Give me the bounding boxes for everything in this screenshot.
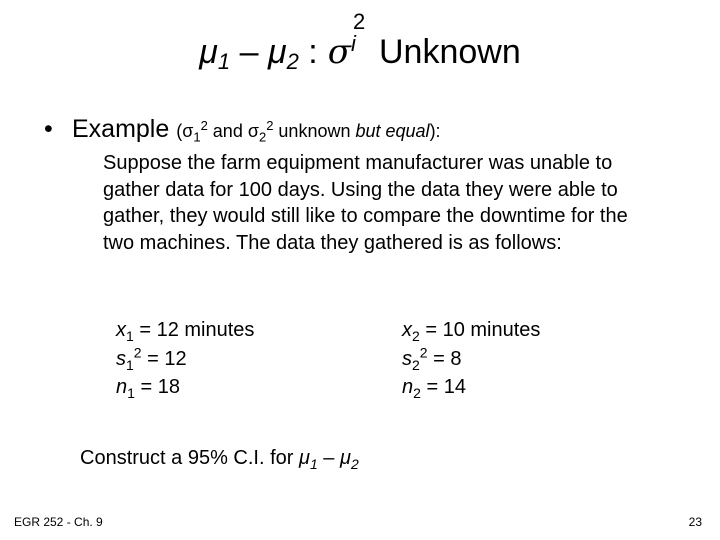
title-mu-2: μ (267, 33, 287, 71)
title-mu-1-index: 1 (217, 49, 231, 74)
construct-dash: – (317, 447, 340, 469)
construct-instruction (80, 444, 359, 472)
construct-mu-2-index: 2 (350, 456, 359, 472)
construct-mu-1: μ (298, 447, 310, 469)
sample-1-mean: $x_1 = 12$ minutes (116, 319, 255, 344)
title-colon: : (298, 33, 318, 71)
bullet-sigma-1: σ (182, 121, 194, 141)
title-sigma: σ (327, 32, 351, 72)
sample-1-values (116, 316, 254, 402)
title-dash: – (230, 33, 268, 71)
footer-course: EGR 252 - Ch. 9 (14, 515, 103, 529)
sample-1-size: $n_1 = 18$ (116, 376, 180, 401)
sample-1-variance: $s_1^2 = 12$ (116, 343, 187, 373)
title-mu-2-index: 2 (286, 49, 299, 74)
sample-2-variance: $s_2^2 = 8$ (402, 343, 462, 373)
construct-text: Construct a 95% C.I. for (80, 447, 299, 469)
bullet-open-paren: ( (176, 121, 183, 141)
construct-mu-1-index: 1 (309, 456, 318, 472)
sample-2-mean: $x_2 = 10$ minutes (402, 319, 541, 344)
construct-mu-2: μ (340, 447, 351, 469)
bullet-sigma-1-sup: 2 (200, 118, 208, 133)
slide-title (0, 9, 720, 84)
bullet-sigma-2: σ (247, 121, 259, 141)
bullet-sigma-2-sub: 2 (258, 129, 267, 145)
title-mu-1: μ (199, 33, 218, 71)
title-sigma-sub: i (350, 31, 356, 56)
bullet-and: and (207, 121, 248, 141)
footer-page-number: 23 (688, 515, 702, 529)
bullet-sigma-2-sup: 2 (266, 118, 274, 133)
example-bullet (44, 113, 684, 147)
bullet-unknown: unknown (273, 121, 356, 141)
title-unknown: Unknown (378, 33, 521, 71)
bullet-sigma-1-sub: 1 (193, 129, 201, 145)
sample-2-values (402, 316, 540, 402)
sample-2-size: $n_2 = 14$ (402, 376, 466, 401)
bullet-condition (176, 118, 441, 145)
bullet-close-paren: ): (429, 121, 441, 141)
bullet-marker: • (44, 115, 53, 143)
bullet-but-equal: but equal (355, 121, 430, 141)
title-sigma-indices (350, 9, 373, 63)
title-sigma-sup: 2 (352, 9, 366, 34)
problem-paragraph: Suppose the farm equipment manufacturer was unable to gather data for 100 days. Using the data they were able to gather, they would still like to compare the downtime for the two machines. The data they gathered is as follows: (103, 152, 628, 254)
bullet-label: Example (72, 115, 170, 143)
